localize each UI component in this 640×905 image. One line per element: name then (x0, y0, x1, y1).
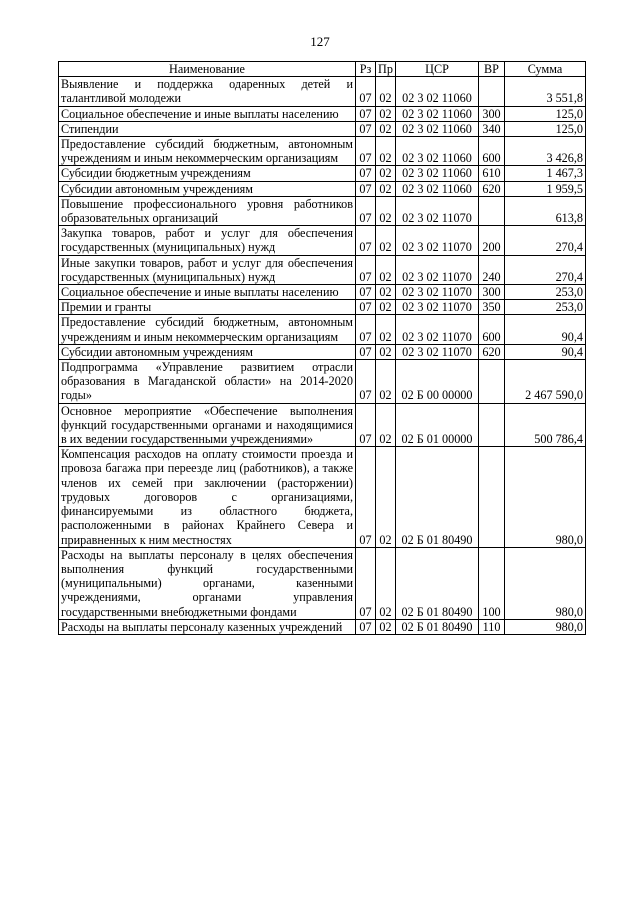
row-name-cell: Субсидии автономным учреждениям (59, 181, 356, 196)
row-csr-cell: 02 3 02 11060 (396, 121, 479, 136)
column-header-name: Наименование (59, 62, 356, 77)
row-name-cell: Субсидии автономным учреждениям (59, 344, 356, 359)
table-row (59, 181, 586, 196)
row-csr-cell: 02 3 02 11070 (396, 285, 479, 300)
row-name-cell: Выявление и поддержка одаренных детей и талантливой молодежи (59, 77, 356, 106)
row-rz-cell: 07 (356, 106, 376, 121)
table-row (59, 619, 586, 634)
row-csr-cell: 02 3 02 11070 (396, 344, 479, 359)
row-rz-cell: 07 (356, 315, 376, 344)
row-vr-cell (479, 360, 505, 404)
page-number: 127 (310, 34, 330, 49)
row-vr-cell: 620 (479, 181, 505, 196)
row-rz-cell: 07 (356, 619, 376, 634)
row-name-cell: Премии и гранты (59, 300, 356, 315)
row-vr-cell: 110 (479, 619, 505, 634)
row-rz-cell: 07 (356, 166, 376, 181)
row-csr-cell: 02 Б 01 80490 (396, 547, 479, 619)
row-pr-cell: 02 (376, 547, 396, 619)
table-row (59, 360, 586, 404)
row-csr-cell: 02 3 02 11070 (396, 226, 479, 255)
row-vr-cell: 600 (479, 315, 505, 344)
row-sum-cell: 613,8 (505, 196, 586, 225)
table-row (59, 447, 586, 547)
table-row (59, 137, 586, 166)
row-sum-cell: 500 786,4 (505, 403, 586, 447)
row-pr-cell: 02 (376, 166, 396, 181)
row-csr-cell: 02 Б 01 80490 (396, 447, 479, 547)
table-row (59, 300, 586, 315)
row-sum-cell: 980,0 (505, 447, 586, 547)
row-sum-cell: 980,0 (505, 619, 586, 634)
row-rz-cell: 07 (356, 181, 376, 196)
column-header-pr: Пр (376, 62, 396, 77)
row-pr-cell: 02 (376, 300, 396, 315)
row-sum-cell: 125,0 (505, 106, 586, 121)
row-pr-cell: 02 (376, 447, 396, 547)
table-row (59, 547, 586, 619)
row-name-cell: Иные закупки товаров, работ и услуг для обеспечения государственных (муниципальных) нужд (59, 255, 356, 284)
table-row (59, 196, 586, 225)
row-rz-cell: 07 (356, 360, 376, 404)
row-name-cell: Расходы на выплаты персоналу казенных учреждений (59, 619, 356, 634)
row-sum-cell: 125,0 (505, 121, 586, 136)
table-row (59, 226, 586, 255)
row-sum-cell: 1 467,3 (505, 166, 586, 181)
table-row (59, 106, 586, 121)
row-name-cell: Основное мероприятие «Обеспечение выполнения функций государственными органами и находящимися в их ведении государственными учреждениями» (59, 403, 356, 447)
row-sum-cell: 980,0 (505, 547, 586, 619)
table-row (59, 77, 586, 106)
table-header-row (59, 62, 586, 77)
row-csr-cell: 02 3 02 11060 (396, 181, 479, 196)
row-vr-cell: 620 (479, 344, 505, 359)
row-vr-cell: 100 (479, 547, 505, 619)
row-sum-cell: 270,4 (505, 226, 586, 255)
row-rz-cell: 07 (356, 196, 376, 225)
row-name-cell: Повышение профессионального уровня работников образовательных организаций (59, 196, 356, 225)
row-csr-cell: 02 3 02 11070 (396, 196, 479, 225)
column-header-vr: ВР (479, 62, 505, 77)
row-rz-cell: 07 (356, 226, 376, 255)
row-rz-cell: 07 (356, 447, 376, 547)
row-pr-cell: 02 (376, 360, 396, 404)
row-vr-cell: 340 (479, 121, 505, 136)
row-rz-cell: 07 (356, 77, 376, 106)
row-vr-cell (479, 447, 505, 547)
row-sum-cell: 3 551,8 (505, 77, 586, 106)
row-name-cell: Расходы на выплаты персоналу в целях обеспечения выполнения функций государственными (муниципальными) органами, казенными учреждениями, органами управления государственными внебюджетными фондами (59, 547, 356, 619)
row-rz-cell: 07 (356, 137, 376, 166)
table-row (59, 166, 586, 181)
row-rz-cell: 07 (356, 121, 376, 136)
row-pr-cell: 02 (376, 344, 396, 359)
row-pr-cell: 02 (376, 619, 396, 634)
row-csr-cell: 02 Б 01 00000 (396, 403, 479, 447)
table-row (59, 121, 586, 136)
row-csr-cell: 02 3 02 11070 (396, 315, 479, 344)
table-row (59, 315, 586, 344)
row-csr-cell: 02 3 02 11060 (396, 166, 479, 181)
row-name-cell: Субсидии бюджетным учреждениям (59, 166, 356, 181)
row-pr-cell: 02 (376, 121, 396, 136)
column-header-sum: Сумма (505, 62, 586, 77)
row-rz-cell: 07 (356, 300, 376, 315)
row-csr-cell: 02 Б 01 80490 (396, 619, 479, 634)
row-sum-cell: 90,4 (505, 315, 586, 344)
row-pr-cell: 02 (376, 137, 396, 166)
row-sum-cell: 270,4 (505, 255, 586, 284)
row-rz-cell: 07 (356, 547, 376, 619)
row-vr-cell: 240 (479, 255, 505, 284)
row-name-cell: Социальное обеспечение и иные выплаты населению (59, 106, 356, 121)
row-pr-cell: 02 (376, 106, 396, 121)
table-row (59, 285, 586, 300)
row-sum-cell: 3 426,8 (505, 137, 586, 166)
table-body (59, 77, 586, 635)
row-name-cell: Предоставление субсидий бюджетным, автономным учреждениям и иным некоммерческим организациям (59, 137, 356, 166)
row-pr-cell: 02 (376, 196, 396, 225)
row-pr-cell: 02 (376, 285, 396, 300)
column-header-csr: ЦСР (396, 62, 479, 77)
row-csr-cell: 02 3 02 11070 (396, 255, 479, 284)
row-vr-cell: 200 (479, 226, 505, 255)
row-csr-cell: 02 3 02 11060 (396, 137, 479, 166)
row-name-cell: Компенсация расходов на оплату стоимости проезда и провоза багажа при переезде лиц (работников), а также членов их семей при заключении (расторжении) трудовых договоров с организациями, финансируемыми из областного бюджета, расположенными в районах Крайнего Севера и приравненных к ним местностях (59, 447, 356, 547)
column-header-rz: Рз (356, 62, 376, 77)
row-sum-cell: 1 959,5 (505, 181, 586, 196)
row-name-cell: Социальное обеспечение и иные выплаты населению (59, 285, 356, 300)
row-pr-cell: 02 (376, 315, 396, 344)
row-rz-cell: 07 (356, 344, 376, 359)
row-rz-cell: 07 (356, 285, 376, 300)
row-pr-cell: 02 (376, 181, 396, 196)
row-vr-cell (479, 77, 505, 106)
row-name-cell: Стипендии (59, 121, 356, 136)
row-sum-cell: 253,0 (505, 300, 586, 315)
table-row (59, 403, 586, 447)
row-rz-cell: 07 (356, 255, 376, 284)
row-vr-cell (479, 403, 505, 447)
row-pr-cell: 02 (376, 77, 396, 106)
row-pr-cell: 02 (376, 255, 396, 284)
table-row (59, 255, 586, 284)
row-vr-cell: 610 (479, 166, 505, 181)
row-pr-cell: 02 (376, 403, 396, 447)
row-rz-cell: 07 (356, 403, 376, 447)
row-sum-cell: 2 467 590,0 (505, 360, 586, 404)
row-vr-cell: 350 (479, 300, 505, 315)
row-sum-cell: 253,0 (505, 285, 586, 300)
row-csr-cell: 02 Б 00 00000 (396, 360, 479, 404)
row-sum-cell: 90,4 (505, 344, 586, 359)
row-csr-cell: 02 3 02 11060 (396, 77, 479, 106)
table-row (59, 344, 586, 359)
row-vr-cell: 300 (479, 106, 505, 121)
budget-table (58, 61, 586, 635)
row-csr-cell: 02 3 02 11060 (396, 106, 479, 121)
row-name-cell: Подпрограмма «Управление развитием отрасли образования в Магаданской области» на 2014-2020 годы» (59, 360, 356, 404)
row-pr-cell: 02 (376, 226, 396, 255)
row-vr-cell (479, 196, 505, 225)
row-name-cell: Предоставление субсидий бюджетным, автономным учреждениям и иным некоммерческим организациям (59, 315, 356, 344)
row-name-cell: Закупка товаров, работ и услуг для обеспечения государственных (муниципальных) нужд (59, 226, 356, 255)
row-vr-cell: 300 (479, 285, 505, 300)
row-vr-cell: 600 (479, 137, 505, 166)
row-csr-cell: 02 3 02 11070 (396, 300, 479, 315)
